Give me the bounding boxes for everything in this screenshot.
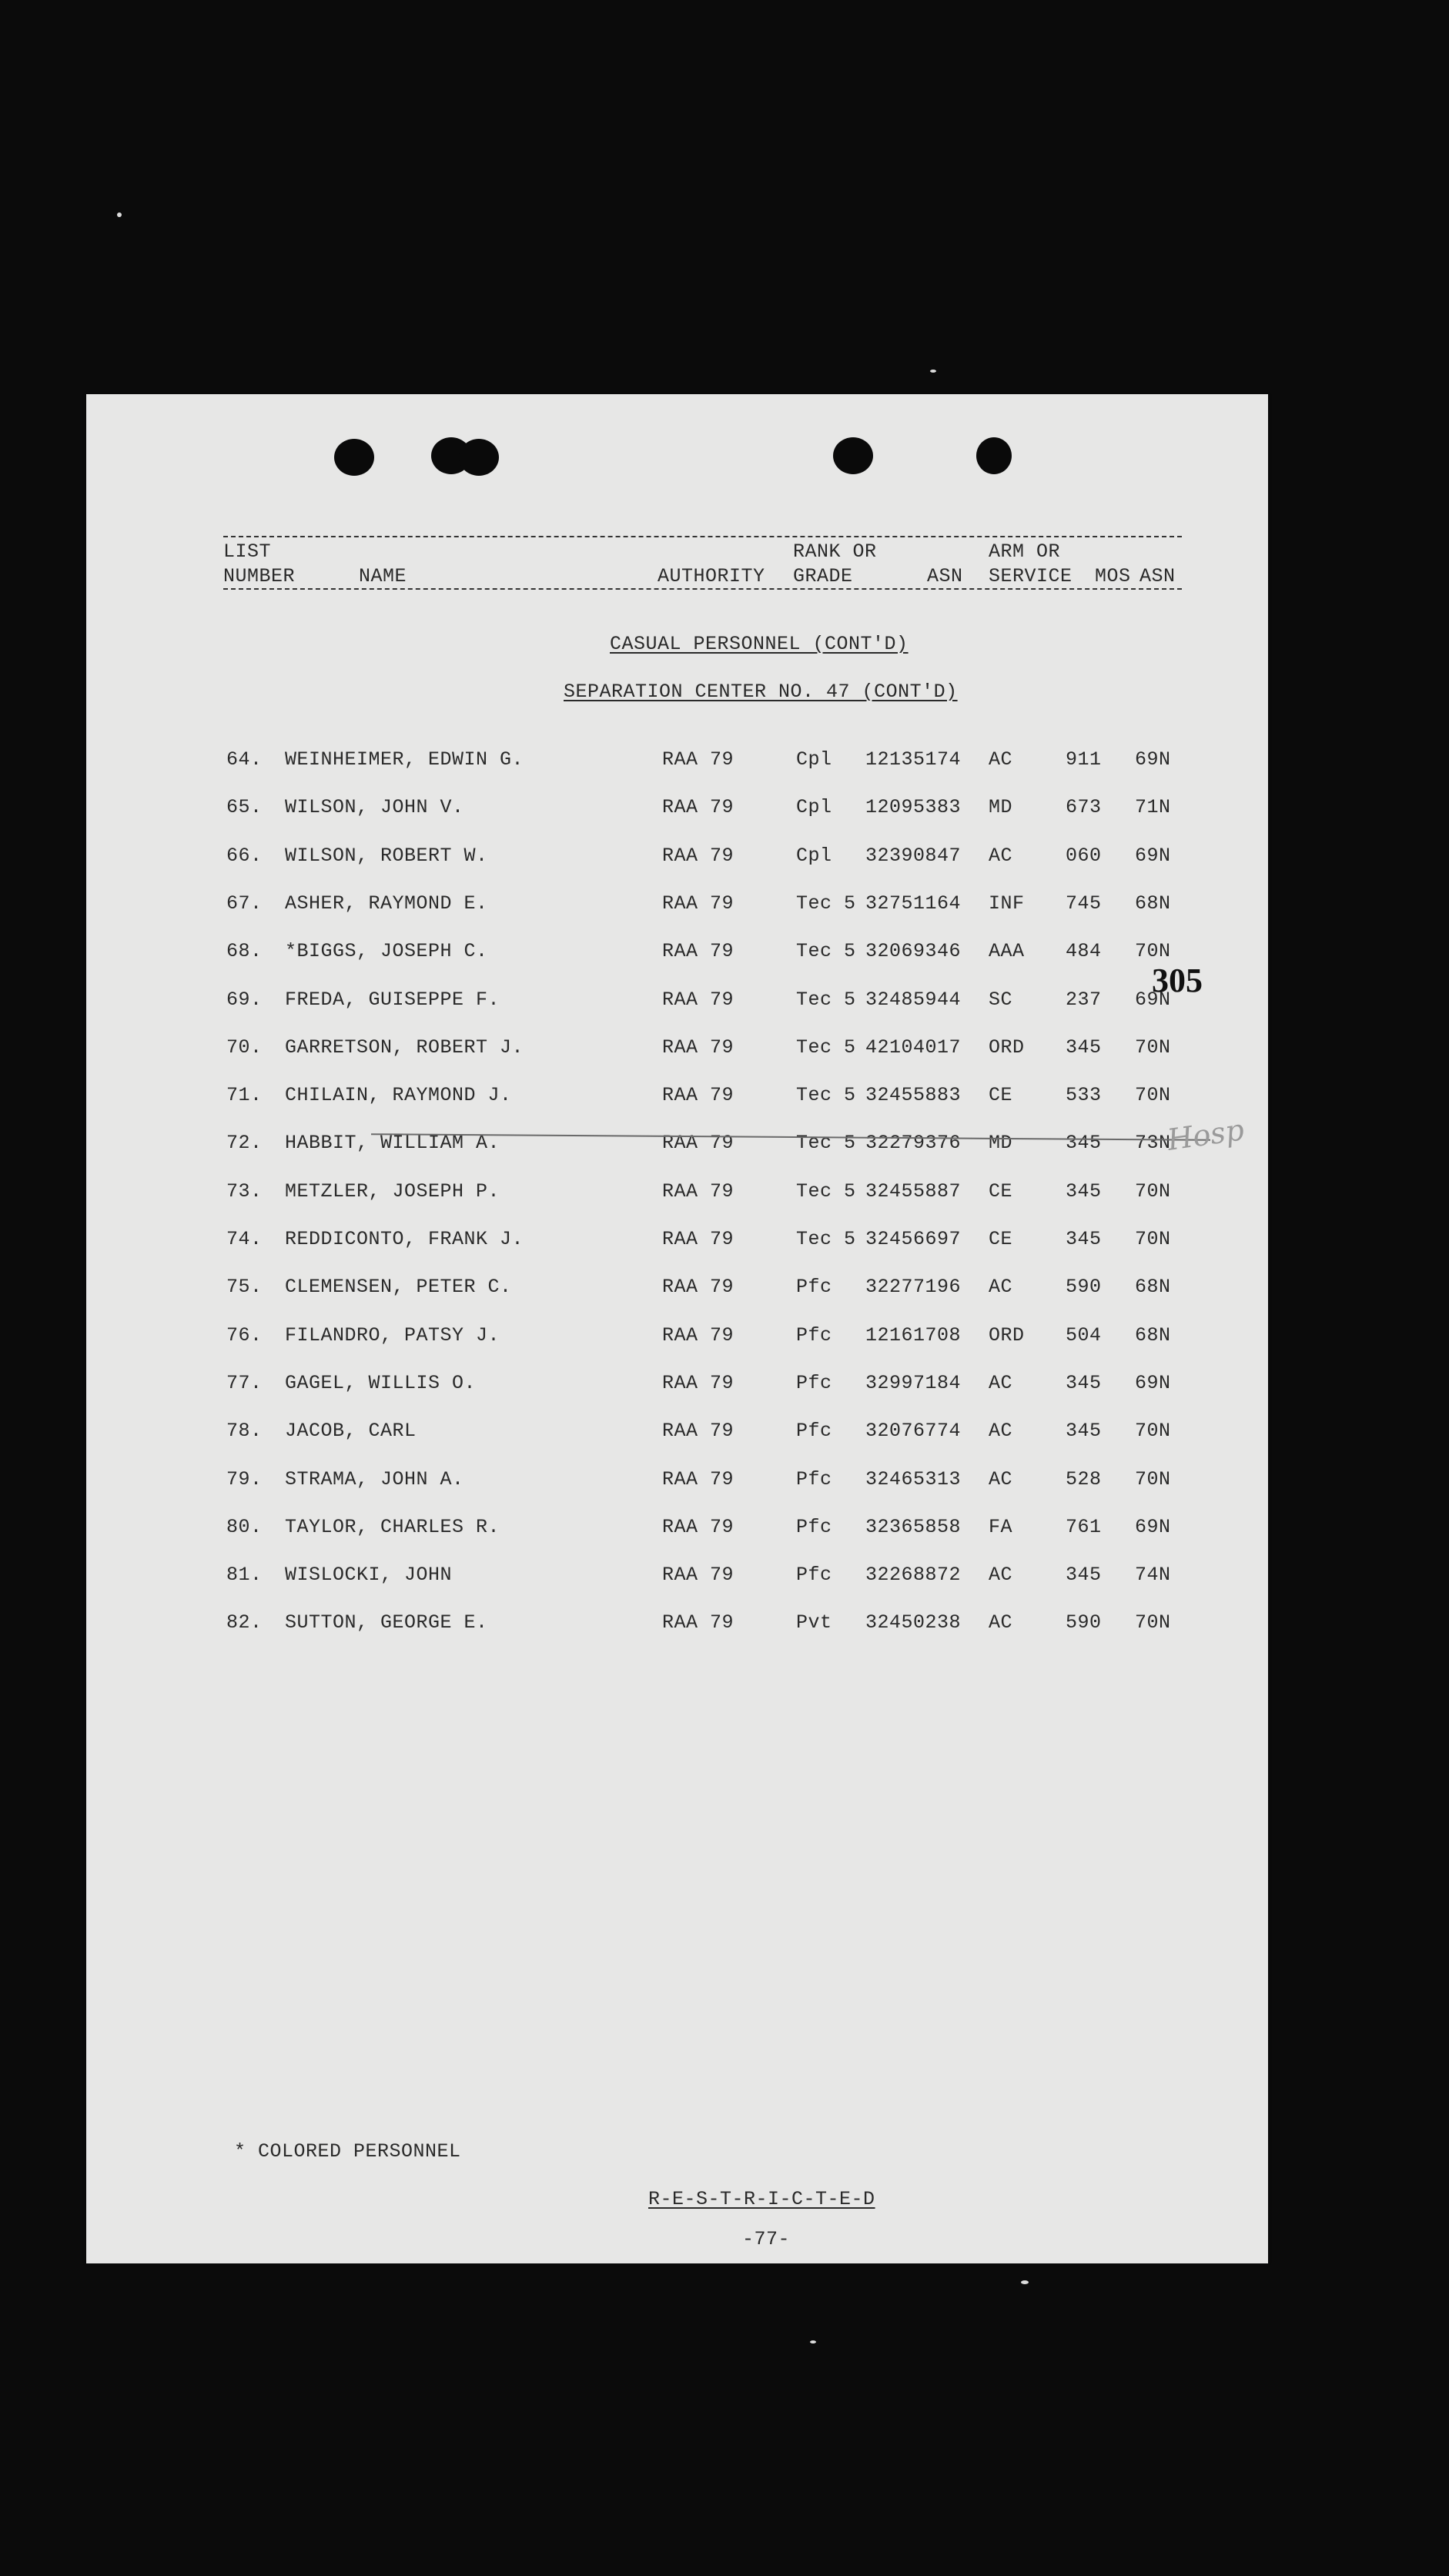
authority: RAA 79 <box>662 1564 735 1587</box>
mos: 237 <box>1066 988 1102 1011</box>
person-name: ASHER, RAYMOND E. <box>285 892 488 915</box>
asn: 32455887 <box>865 1179 962 1203</box>
rank-grade: Tec 5 <box>796 1132 856 1155</box>
person-name: *BIGGS, JOSEPH C. <box>285 940 488 963</box>
list-number: 73. <box>226 1179 263 1203</box>
authority: RAA 79 <box>662 1467 735 1490</box>
mos: 484 <box>1066 940 1102 963</box>
arm-service: FA <box>989 1515 1013 1538</box>
arm-service: AC <box>989 1420 1013 1443</box>
arm-service: MD <box>989 1132 1013 1155</box>
authority: RAA 79 <box>662 1132 735 1155</box>
page-number: -77- <box>742 2228 791 2250</box>
list-number: 67. <box>226 892 263 915</box>
subsection-title: SEPARATION CENTER NO. 47 (CONT'D) <box>564 681 958 703</box>
asn-suffix: 69N <box>1135 1371 1171 1394</box>
person-name: TAYLOR, CHARLES R. <box>285 1515 500 1538</box>
table-row <box>86 1036 1268 1067</box>
table-row <box>86 1372 1268 1403</box>
person-name: CLEMENSEN, PETER C. <box>285 1276 512 1299</box>
asn: 12095383 <box>865 796 962 819</box>
asn: 32751164 <box>865 892 962 915</box>
header-arm-or: ARM OR <box>989 540 1061 563</box>
rank-grade: Tec 5 <box>796 988 856 1011</box>
arm-service: SC <box>989 988 1013 1011</box>
asn-suffix: 69N <box>1135 844 1171 867</box>
mos: 761 <box>1066 1515 1102 1538</box>
film-speck <box>930 370 936 373</box>
asn: 12135174 <box>865 748 962 771</box>
table-row <box>86 1516 1268 1547</box>
arm-service: AC <box>989 1467 1013 1490</box>
asn-suffix: 73N <box>1135 1132 1171 1155</box>
header-service: SERVICE <box>989 565 1073 587</box>
header-mos: MOS <box>1095 565 1131 587</box>
rank-grade: Pfc <box>796 1323 832 1347</box>
rank-grade: Pfc <box>796 1467 832 1490</box>
person-name: WEINHEIMER, EDWIN G. <box>285 748 524 771</box>
authority: RAA 79 <box>662 940 735 963</box>
rank-grade: Pfc <box>796 1515 832 1538</box>
arm-service: AAA <box>989 940 1025 963</box>
rank-grade: Tec 5 <box>796 892 856 915</box>
film-speck <box>810 2340 816 2343</box>
classification-marking: R-E-S-T-R-I-C-T-E-D <box>648 2188 875 2210</box>
rank-grade: Pfc <box>796 1371 832 1394</box>
mos: 745 <box>1066 892 1102 915</box>
arm-service: AC <box>989 844 1013 867</box>
person-name: WISLOCKI, JOHN <box>285 1564 453 1587</box>
asn: 32279376 <box>865 1132 962 1155</box>
arm-service: ORD <box>989 1035 1025 1059</box>
table-row <box>86 1611 1268 1642</box>
authority: RAA 79 <box>662 1611 735 1634</box>
list-number: 68. <box>226 940 263 963</box>
list-number: 75. <box>226 1276 263 1299</box>
mos: 533 <box>1066 1084 1102 1107</box>
mos: 590 <box>1066 1276 1102 1299</box>
mos: 504 <box>1066 1323 1102 1347</box>
authority: RAA 79 <box>662 1179 735 1203</box>
rank-grade: Cpl <box>796 844 832 867</box>
asn-suffix: 70N <box>1135 940 1171 963</box>
asn: 32076774 <box>865 1420 962 1443</box>
list-number: 81. <box>226 1564 263 1587</box>
table-row <box>86 1564 1268 1594</box>
asn: 42104017 <box>865 1035 962 1059</box>
asn-suffix: 68N <box>1135 892 1171 915</box>
table-row <box>86 892 1268 923</box>
asn: 32456697 <box>865 1228 962 1250</box>
header-authority: AUTHORITY <box>658 565 765 587</box>
mos: 345 <box>1066 1132 1102 1155</box>
table-row <box>86 1180 1268 1211</box>
film-speck <box>1021 2280 1029 2284</box>
list-number: 76. <box>226 1323 263 1347</box>
table-row <box>86 1324 1268 1355</box>
table-row <box>86 1468 1268 1499</box>
mos: 673 <box>1066 796 1102 819</box>
rank-grade: Tec 5 <box>796 1228 856 1250</box>
header-grade: GRADE <box>793 565 853 587</box>
person-name: FREDA, GUISEPPE F. <box>285 988 500 1011</box>
authority: RAA 79 <box>662 1228 735 1250</box>
arm-service: AC <box>989 1371 1013 1394</box>
asn: 32390847 <box>865 844 962 867</box>
mos: 590 <box>1066 1611 1102 1634</box>
footnote: * COLORED PERSONNEL <box>234 2140 461 2163</box>
asn-suffix: 70N <box>1135 1084 1171 1107</box>
header-list: LIST <box>223 540 272 563</box>
mos: 345 <box>1066 1228 1102 1250</box>
list-number: 65. <box>226 796 263 819</box>
asn: 32268872 <box>865 1564 962 1587</box>
rank-grade: Tec 5 <box>796 940 856 963</box>
person-name: METZLER, JOSEPH P. <box>285 1179 500 1203</box>
arm-service: CE <box>989 1084 1013 1107</box>
person-name: SUTTON, GEORGE E. <box>285 1611 488 1634</box>
person-name: GARRETSON, ROBERT J. <box>285 1035 524 1059</box>
mos: 345 <box>1066 1179 1102 1203</box>
rank-grade: Cpl <box>796 796 832 819</box>
person-name: HABBIT, WILLIAM A. <box>285 1132 500 1155</box>
header-rank-or: RANK OR <box>793 540 877 563</box>
authority: RAA 79 <box>662 1276 735 1299</box>
asn-suffix: 69N <box>1135 748 1171 771</box>
arm-service: CE <box>989 1179 1013 1203</box>
list-number: 69. <box>226 988 263 1011</box>
asn-suffix: 70N <box>1135 1035 1171 1059</box>
asn-suffix: 70N <box>1135 1420 1171 1443</box>
table-row <box>86 1276 1268 1306</box>
person-name: STRAMA, JOHN A. <box>285 1467 464 1490</box>
header-asn-2: ASN <box>1139 565 1176 587</box>
person-name: WILSON, ROBERT W. <box>285 844 488 867</box>
rank-grade: Pfc <box>796 1564 832 1587</box>
rank-grade: Pfc <box>796 1276 832 1299</box>
asn-suffix: 70N <box>1135 1611 1171 1634</box>
list-number: 66. <box>226 844 263 867</box>
mos: 345 <box>1066 1420 1102 1443</box>
asn: 32365858 <box>865 1515 962 1538</box>
mos: 060 <box>1066 844 1102 867</box>
personnel-table <box>86 394 1268 2263</box>
table-row <box>86 796 1268 827</box>
rank-grade: Tec 5 <box>796 1179 856 1203</box>
table-row <box>86 1228 1268 1259</box>
authority: RAA 79 <box>662 1515 735 1538</box>
authority: RAA 79 <box>662 844 735 867</box>
asn: 32069346 <box>865 940 962 963</box>
authority: RAA 79 <box>662 1035 735 1059</box>
person-name: JACOB, CARL <box>285 1420 417 1443</box>
section-title: CASUAL PERSONNEL (CONT'D) <box>610 633 909 655</box>
list-number: 80. <box>226 1515 263 1538</box>
list-number: 78. <box>226 1420 263 1443</box>
arm-service: CE <box>989 1228 1013 1250</box>
arm-service: ORD <box>989 1323 1025 1347</box>
authority: RAA 79 <box>662 1084 735 1107</box>
list-number: 79. <box>226 1467 263 1490</box>
asn: 32485944 <box>865 988 962 1011</box>
rank-grade: Pvt <box>796 1611 832 1634</box>
stamp-number: 305 <box>1152 962 1203 999</box>
list-number: 70. <box>226 1035 263 1059</box>
table-row <box>86 1420 1268 1450</box>
list-number: 64. <box>226 748 263 771</box>
table-row <box>86 1084 1268 1115</box>
list-number: 72. <box>226 1132 263 1155</box>
asn: 32450238 <box>865 1611 962 1634</box>
arm-service: INF <box>989 892 1025 915</box>
authority: RAA 79 <box>662 748 735 771</box>
asn: 32455883 <box>865 1084 962 1107</box>
list-number: 77. <box>226 1371 263 1394</box>
table-row <box>86 845 1268 875</box>
asn: 12161708 <box>865 1323 962 1347</box>
arm-service: AC <box>989 1564 1013 1587</box>
table-row <box>86 940 1268 971</box>
arm-service: AC <box>989 748 1013 771</box>
person-name: FILANDRO, PATSY J. <box>285 1323 500 1347</box>
asn-suffix: 69N <box>1135 1515 1171 1538</box>
person-name: GAGEL, WILLIS O. <box>285 1371 477 1394</box>
authority: RAA 79 <box>662 988 735 1011</box>
asn-suffix: 68N <box>1135 1276 1171 1299</box>
list-number: 82. <box>226 1611 263 1634</box>
handwritten-note: Hosp <box>1165 1112 1247 1157</box>
asn-suffix: 68N <box>1135 1323 1171 1347</box>
mos: 345 <box>1066 1564 1102 1587</box>
film-speck <box>117 212 122 217</box>
asn-suffix: 69N <box>1135 988 1171 1011</box>
rank-grade: Tec 5 <box>796 1084 856 1107</box>
mos: 911 <box>1066 748 1102 771</box>
asn-suffix: 74N <box>1135 1564 1171 1587</box>
rank-grade: Pfc <box>796 1420 832 1443</box>
asn-suffix: 70N <box>1135 1228 1171 1250</box>
arm-service: AC <box>989 1276 1013 1299</box>
authority: RAA 79 <box>662 1323 735 1347</box>
asn-suffix: 71N <box>1135 796 1171 819</box>
person-name: REDDICONTO, FRANK J. <box>285 1228 524 1250</box>
list-number: 74. <box>226 1228 263 1250</box>
header-name: NAME <box>359 565 407 587</box>
header-number: NUMBER <box>223 565 296 587</box>
asn-suffix: 70N <box>1135 1467 1171 1490</box>
mos: 528 <box>1066 1467 1102 1490</box>
rank-grade: Tec 5 <box>796 1035 856 1059</box>
person-name: CHILAIN, RAYMOND J. <box>285 1084 512 1107</box>
mos: 345 <box>1066 1035 1102 1059</box>
person-name: WILSON, JOHN V. <box>285 796 464 819</box>
asn: 32277196 <box>865 1276 962 1299</box>
rank-grade: Cpl <box>796 748 832 771</box>
table-row <box>86 748 1268 779</box>
authority: RAA 79 <box>662 1420 735 1443</box>
document-page <box>86 394 1268 2263</box>
mos: 345 <box>1066 1371 1102 1394</box>
authority: RAA 79 <box>662 796 735 819</box>
asn: 32997184 <box>865 1371 962 1394</box>
list-number: 71. <box>226 1084 263 1107</box>
asn: 32465313 <box>865 1467 962 1490</box>
arm-service: MD <box>989 796 1013 819</box>
arm-service: AC <box>989 1611 1013 1634</box>
asn-suffix: 70N <box>1135 1179 1171 1203</box>
authority: RAA 79 <box>662 892 735 915</box>
header-asn: ASN <box>927 565 963 587</box>
authority: RAA 79 <box>662 1371 735 1394</box>
table-row <box>86 989 1268 1019</box>
